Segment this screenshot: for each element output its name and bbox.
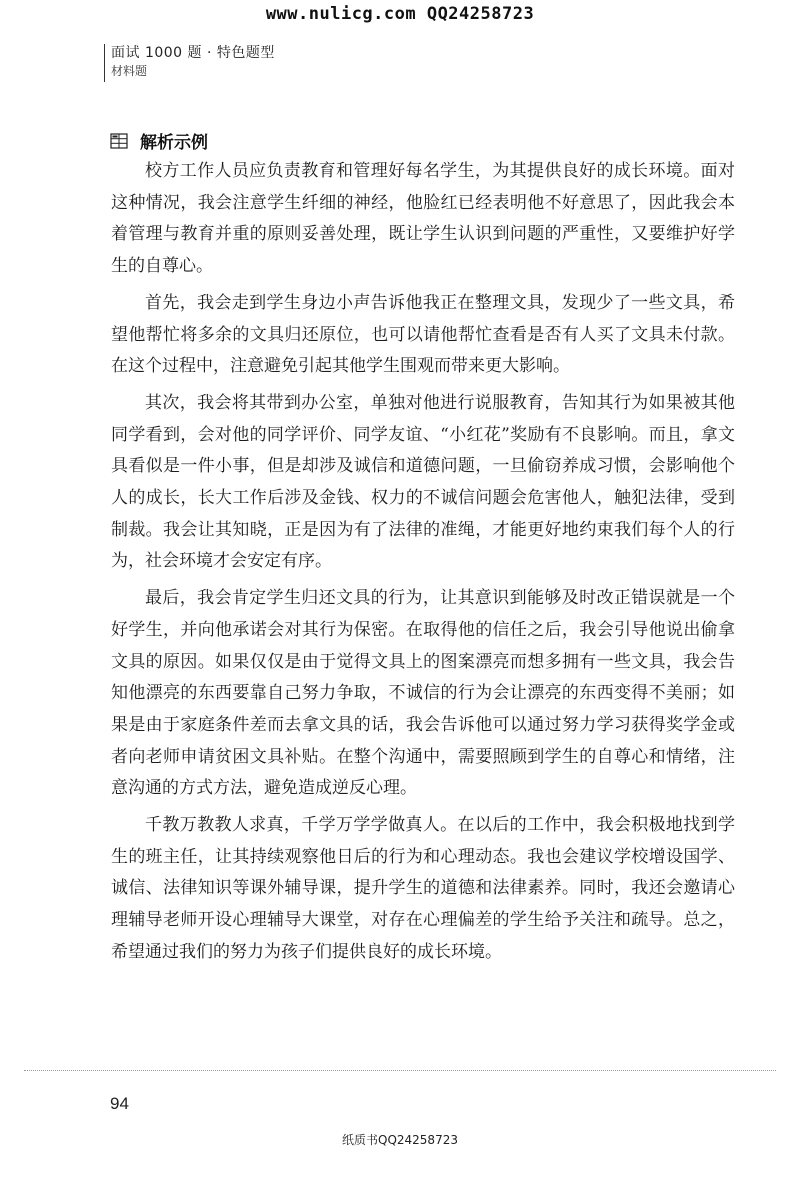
paragraph-4: 最后，我会肯定学生归还文具的行为，让其意识到能够及时改正错误就是一个好学生，并向他承诺会对其行为保密。在取得他的信任之后，我会引导他说出偷拿文具的原因。如果仅仅是由于觉得文具上的图案漂亮而想多拥有一些文具，我会告知他漂亮的东西要靠自己努力争取，不诚信的行为会让漂亮的东西变得不美丽；如果是由于家庭条件差而去拿文具的话，我会告诉他可以通过努力学习获得奖学金或者向老师申请贫困文具补贴。在整个沟通中，需要照顾到学生的自尊心和情绪，注意沟通的方式方法，避免造成逆反心理。 bbox=[111, 588, 735, 799]
answer-body bbox=[111, 156, 735, 974]
page-number: 94 bbox=[110, 1094, 129, 1113]
section-heading bbox=[110, 128, 208, 153]
bottom-watermark: 纸质书QQ24258723 bbox=[342, 1133, 458, 1147]
paragraph-2: 首先，我会走到学生身边小声告诉他我正在整理文具，发现少了一些文具，希望他帮忙将多余的文具归还原位，也可以请他帮忙查看是否有人买了文具未付款。在这个过程中，注意避免引起其他学生围观而带来更大影响。 bbox=[111, 292, 735, 377]
section-title: 解析示例 bbox=[140, 133, 208, 153]
book-title: 面试 1000 题 · 特色题型 bbox=[111, 45, 275, 61]
chapter-label: 材料题 bbox=[111, 64, 148, 78]
paragraph-5: 千教万教教人求真，千学万学学做真人。在以后的工作中，我会积极地找到学生的班主任，让其持续观察他日后的行为和心理动态。我也会建议学校增设国学、诚信、法律知识等课外辅导课，提升学生的道德和法律素养。同时，我还会邀请心理辅导老师开设心理辅导大课堂，对存在心理偏差的学生给予关注和疏导。总之，希望通过我们的努力为孩子们提供良好的成长环境。 bbox=[111, 815, 735, 962]
running-header bbox=[104, 44, 275, 82]
footer-divider bbox=[24, 1070, 776, 1071]
grid-box-icon bbox=[110, 133, 128, 149]
paragraph-3: 其次，我会将其带到办公室，单独对他进行说服教育，告知其行为如果被其他同学看到，会对他的同学评价、同学友谊、“小红花”奖励有不良影响。而且，拿文具看似是一件小事，但是却涉及诚信和道德问题，一旦偷窃养成习惯，会影响他个人的成长，长大工作后涉及金钱、权力的不诚信问题会危害他人，触犯法律，受到制裁。我会让其知晓，正是因为有了法律的准绳，才能更好地约束我们每个人的行为，社会环境才会安定有序。 bbox=[111, 392, 735, 572]
paragraph-1: 校方工作人员应负责教育和管理好每名学生，为其提供良好的成长环境。面对这种情况，我会注意学生纤细的神经，他脸红已经表明他不好意思了，因此我会本着管理与教育并重的原则妥善处理，既让学生认识到问题的严重性，又要维护好学生的自尊心。 bbox=[111, 161, 735, 277]
top-watermark: www.nulicg.com QQ24258723 bbox=[265, 4, 535, 24]
